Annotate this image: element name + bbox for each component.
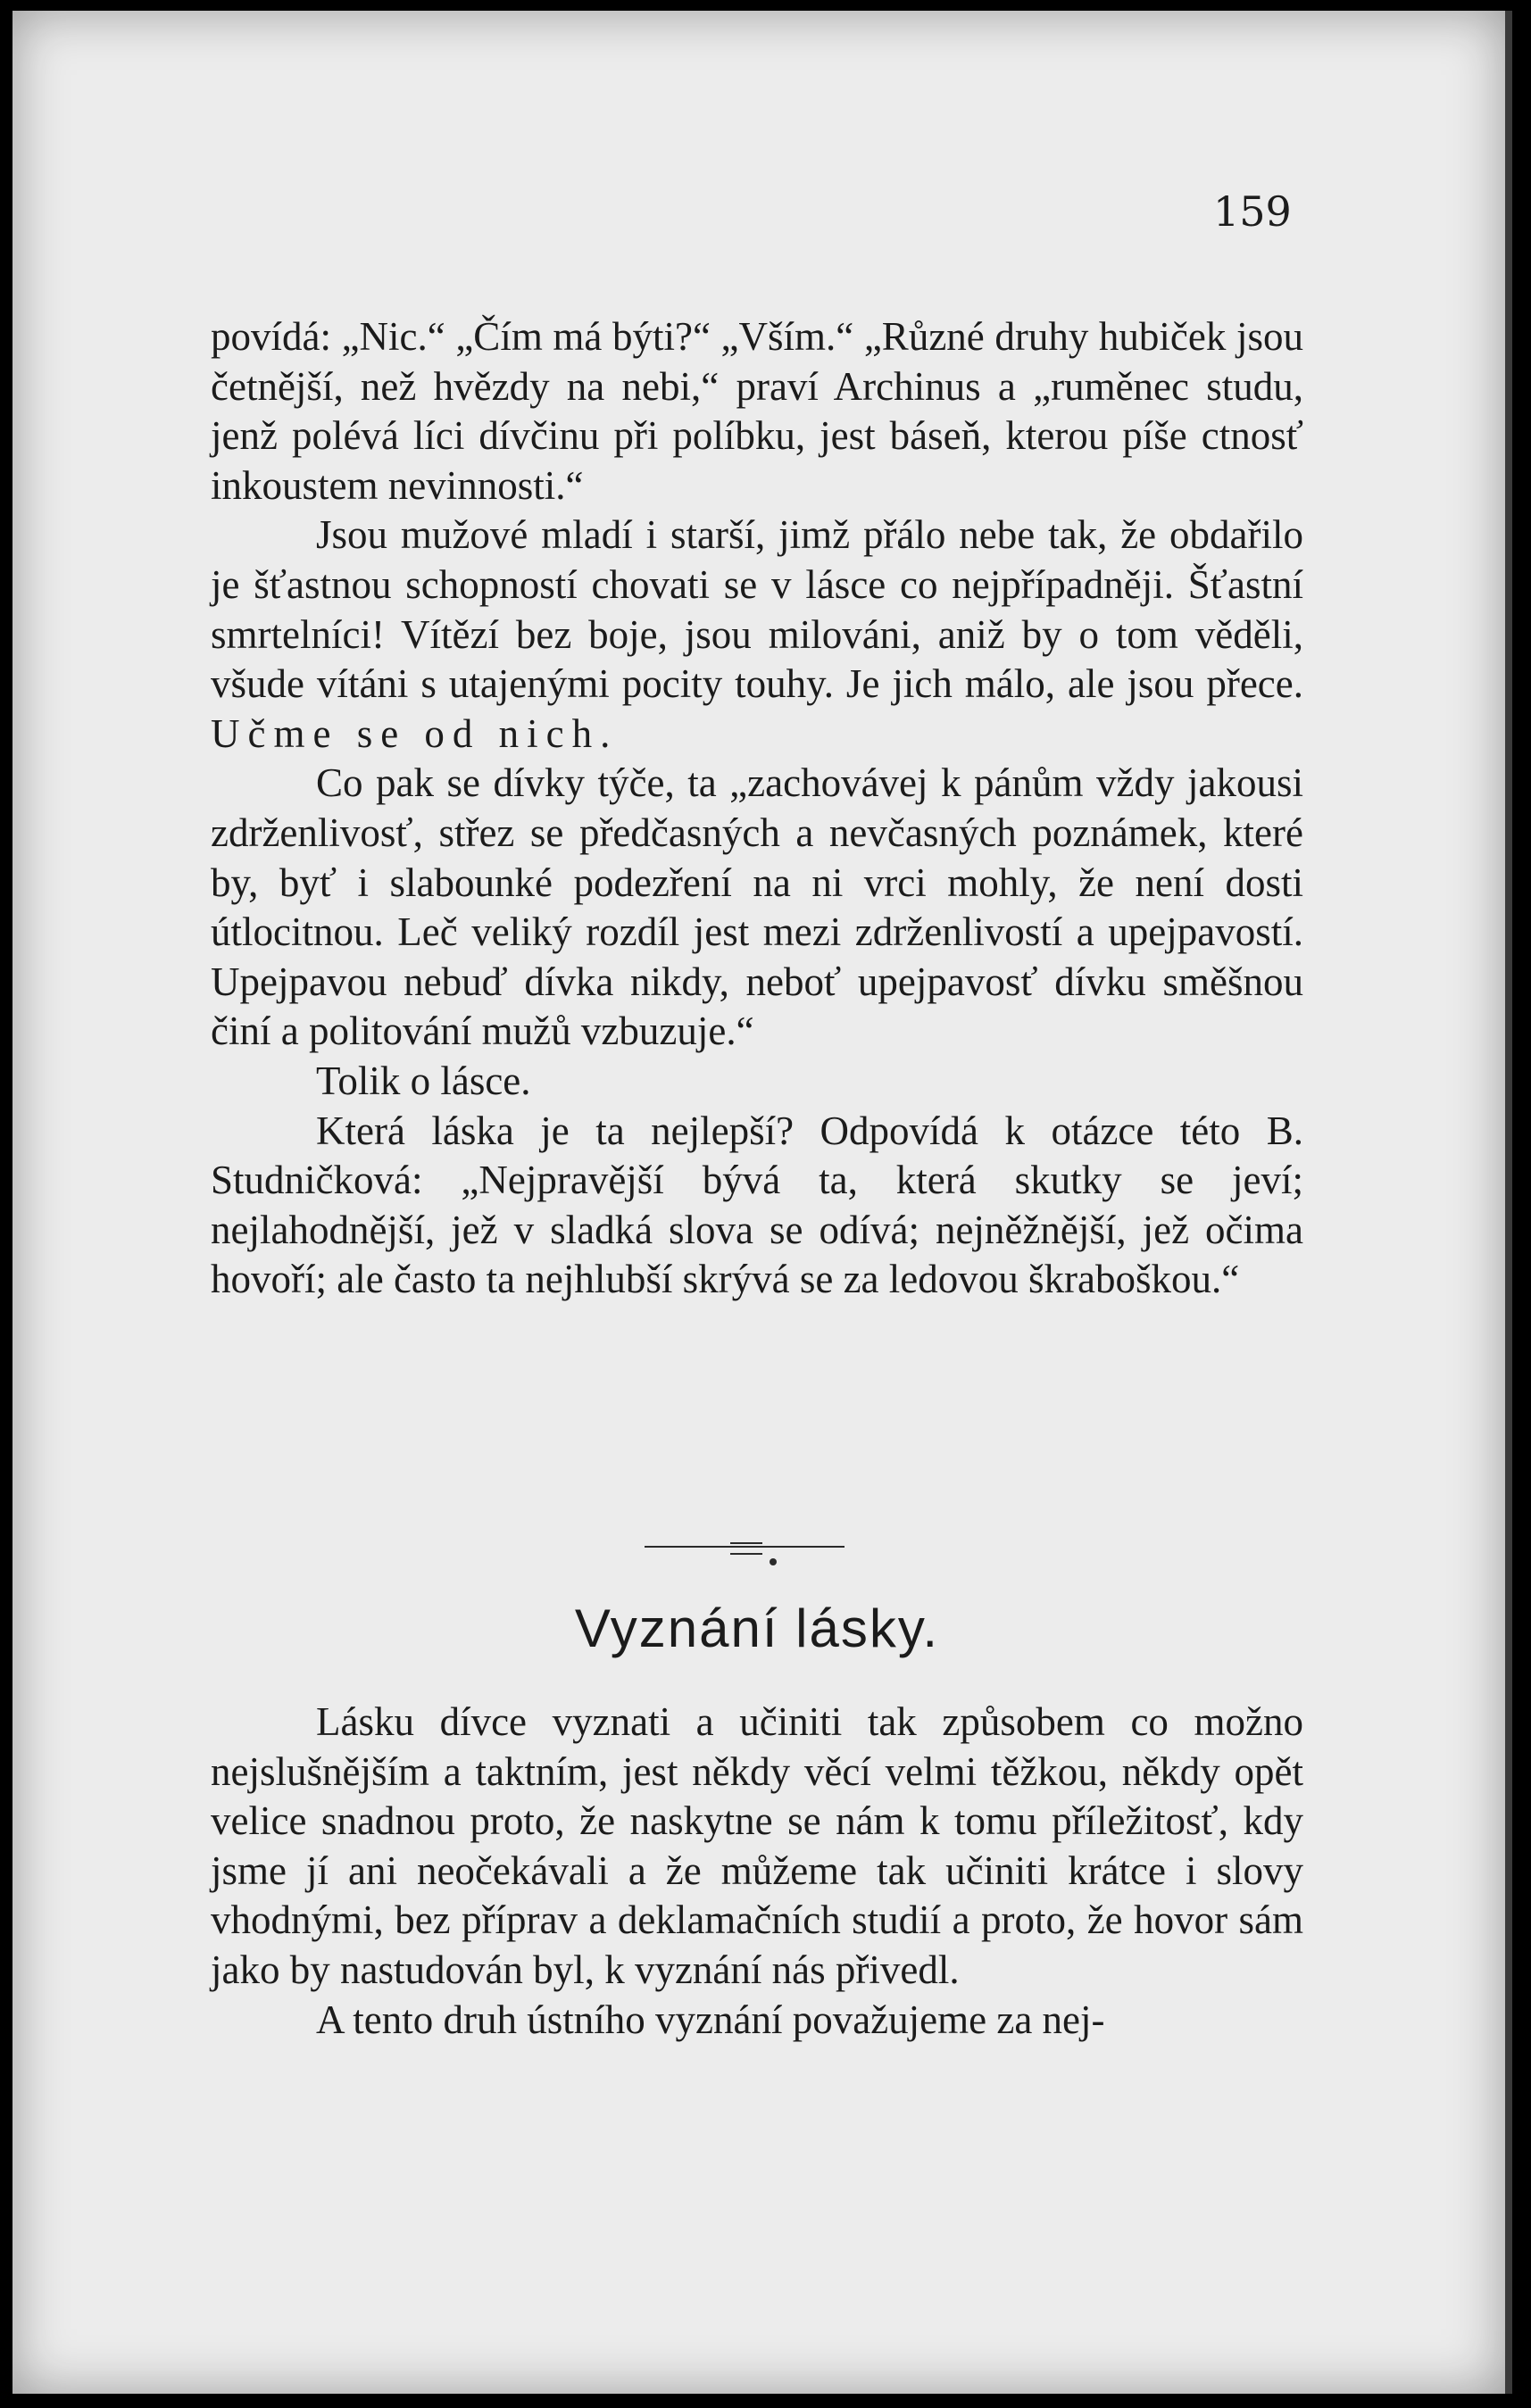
divider-dot [770,1558,777,1565]
section-text [211,1698,1303,2045]
page-number: 159 [1213,187,1292,236]
paragraph-men [211,511,1303,759]
paragraph-men-text: Jsou mužové mladí i starší, jimž přálo nebe tak, že obdařilo je šťastnou schopností chovati se v lásce co nejpřípadněji. Šťastní smrtelníci! Vítězí bez boje, jsou milováni, aniž by o tom věděli, všude vítáni s utajenými pocity touhy. Je jich málo, ale jsou přece. [211,512,1303,707]
paragraph-continuation: povídá: „Nic.“ „Čím má býti?“ „Vším.“ „Různé druhy hubiček jsou četnější, než hvězdy na nebi,“ praví Archinus a „ruměnec studu, jenž polévá líci dívčinu při políbku, jest báseň, kterou píše ctnosť inkoustem nevinnosti.“ [211,314,1303,508]
paragraph-oral: A tento druh ústního vyznání považujeme za nej- [316,1997,1105,2042]
section-heading: Vyznání lásky. [574,1598,940,1658]
book-page [12,11,1512,2394]
paragraph-declaration: Lásku dívce vyznati a učiniti tak způsobem co možno nejslušnějším a taktním, jest někdy věcí velmi těžkou, někdy opět velice snadnou proto, že naskytne se nám k tomu příležitosť, kdy jsme jí ani neočekávali a že můžeme tak učiniti krátce i slovy vhodnými, bez příprav a deklamačních studií a proto, že hovor sám jako by nastudován byl, k vyznání nás přivedl. [211,1699,1303,1992]
spaced-phrase: Učme se od nich. [211,710,619,756]
body-text [211,312,1303,1305]
paragraph-girls: Co pak se dívky týče, ta „zachovávej k pánům vždy jakousi zdrženlivosť, střez se předčasných a nevčasných poznámek, které by, byť i slabounké podezření na ni vrci mohly, že není dosti útlocitnou. Leč veliký rozdíl jest mezi zdrženlivostí a upejpavostí. Upejpavou nebuď dívka nikdy, neboť upejpavosť dívku směšnou činí a politování mužů vzbuzuje.“ [211,760,1303,1054]
section-divider [645,1539,845,1565]
paragraph-tolik: Tolik o lásce. [316,1058,531,1103]
paragraph-best-love: Která láska je ta nejlepší? Odpovídá k otázce této B. Studničková: „Nejpravější bývá ta, která skutky se jeví; nejlahodnější, jež v sladká slova se odívá; nejněžnější, jež očima hovoří; ale často ta nejhlubší skrývá se za ledovou škraboškou.“ [211,1108,1303,1302]
divider-ornament [730,1542,762,1555]
